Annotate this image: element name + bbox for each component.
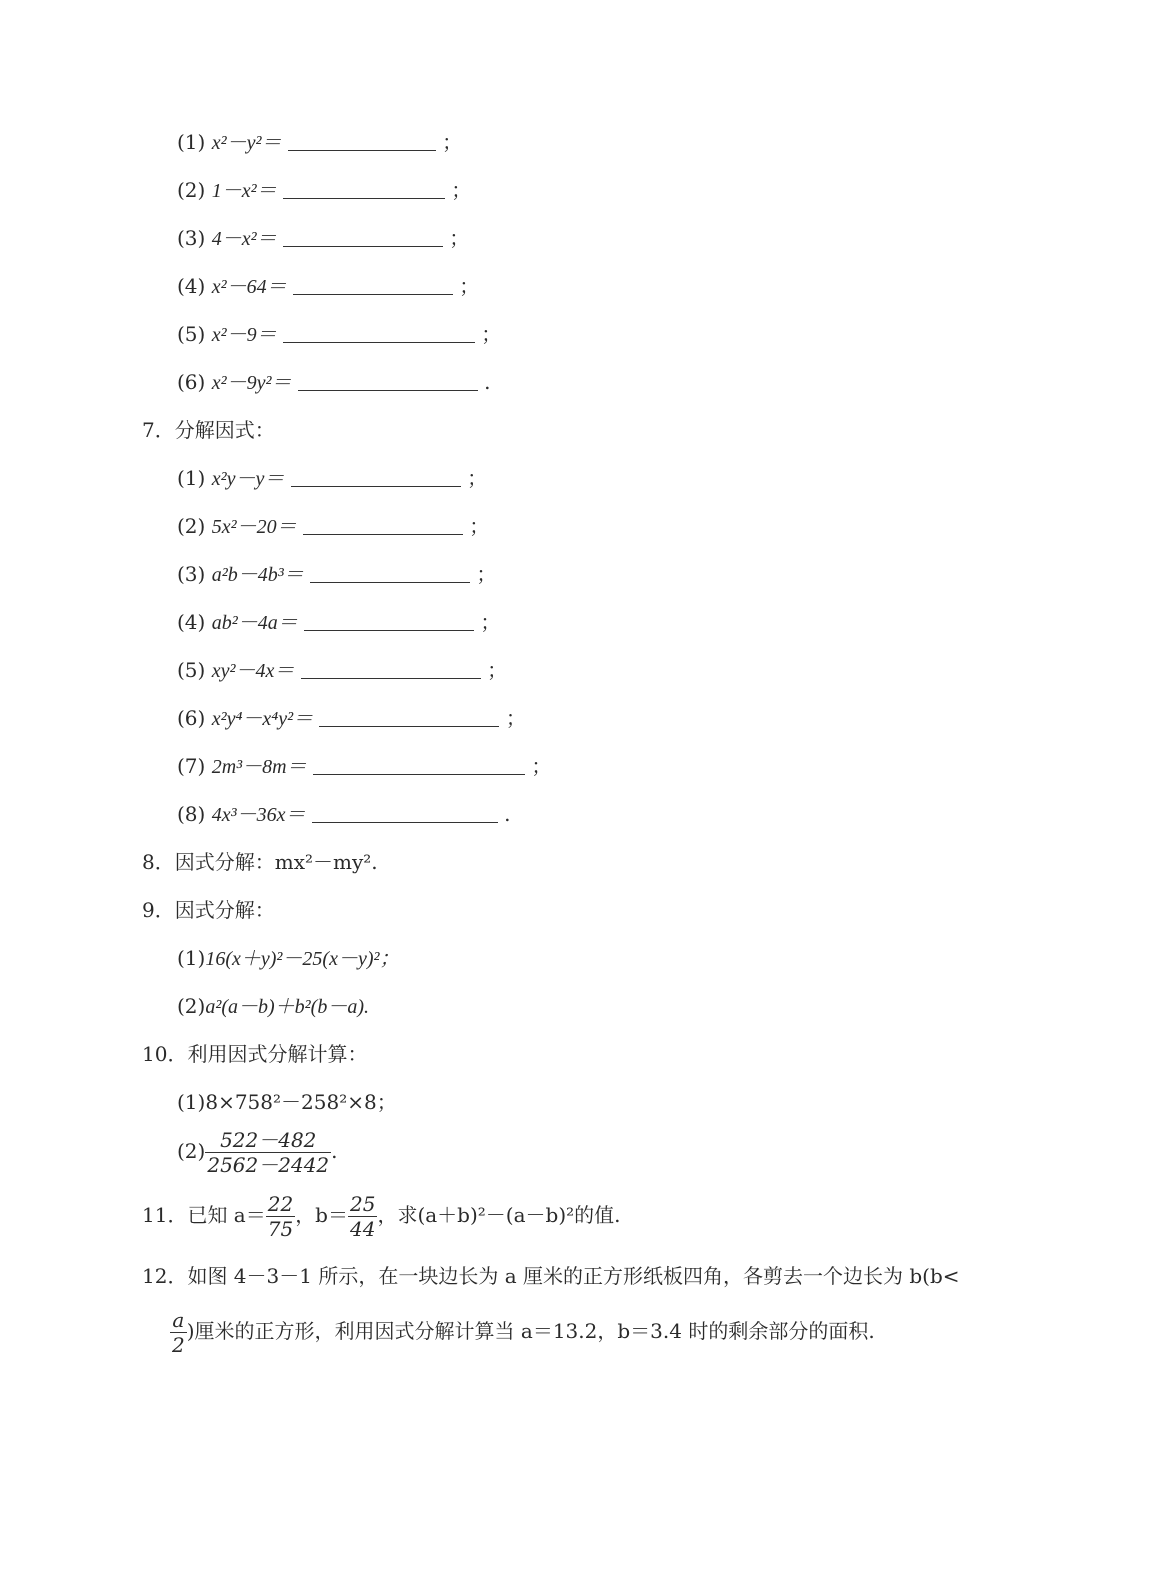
fraction-numerator: a	[170, 1308, 187, 1333]
answer-blank[interactable]	[301, 660, 481, 679]
q6-item-1	[177, 128, 462, 157]
answer-blank[interactable]	[283, 228, 443, 247]
q7-item-6	[177, 704, 526, 733]
q9-title: 9．因式分解：	[142, 898, 275, 922]
fraction-denominator: 75	[267, 1217, 294, 1241]
q7-item-2	[177, 512, 489, 541]
q11-prefix: 11．已知 a＝	[142, 1203, 266, 1227]
q7-item-3	[177, 560, 496, 589]
q6-item-5	[177, 320, 501, 349]
fraction-a-over-2	[170, 1308, 187, 1357]
item-label: (1)	[177, 1090, 206, 1114]
item-end: .	[331, 1139, 338, 1163]
q7-item-1	[177, 464, 487, 493]
q10-item-1	[177, 1088, 397, 1116]
q12-line-2	[170, 1308, 875, 1357]
item-expression: ab²－4a＝	[211, 612, 298, 634]
item-label: (3)	[177, 226, 206, 250]
q10-title: 10．利用因式分解计算：	[142, 1042, 368, 1066]
q11-mid: ，b＝	[295, 1203, 348, 1227]
item-label: (4)	[177, 274, 206, 298]
fraction-denominator: 2562－2442	[207, 1153, 330, 1177]
item-end: ；	[531, 754, 552, 778]
item-end: .	[484, 370, 491, 394]
fraction	[205, 1128, 331, 1177]
item-label: (3)	[177, 562, 206, 586]
item-label: (8)	[177, 802, 206, 826]
item-expression: x²－y²＝	[211, 132, 282, 154]
item-end: ；	[487, 658, 508, 682]
item-expression: 2m³－8m＝	[211, 756, 307, 778]
fraction-a	[266, 1192, 295, 1241]
item-end: ；	[451, 178, 472, 202]
fraction-denominator: 2	[172, 1333, 185, 1357]
answer-blank[interactable]	[291, 468, 461, 487]
item-label: (5)	[177, 322, 206, 346]
q11-suffix: ，求(a＋b)²－(a－b)²的值.	[377, 1203, 621, 1227]
item-label: (2)	[177, 514, 206, 538]
item-expression: x²－9＝	[211, 324, 277, 346]
answer-blank[interactable]	[293, 276, 453, 295]
item-expression: 8×758²－258²×8；	[205, 1090, 397, 1114]
item-expression: x²－9y²＝	[211, 372, 292, 394]
fraction-numerator: 25	[350, 1192, 376, 1216]
item-expression: x²－64＝	[211, 276, 287, 298]
q7-item-4	[177, 608, 500, 637]
item-end: ；	[459, 274, 480, 298]
item-label: (1)	[177, 130, 206, 154]
q7-title: 7．分解因式：	[142, 418, 275, 442]
item-expression: 4－x²＝	[211, 228, 277, 250]
item-label: (6)	[177, 706, 206, 730]
answer-blank[interactable]	[298, 372, 478, 391]
item-expression: a²b－4b³＝	[211, 564, 304, 586]
fraction-numerator: 22	[267, 1192, 294, 1216]
q12-line-1: 12．如图 4－3－1 所示，在一块边长为 a 厘米的正方形纸板四角，各剪去一个边长为 b(b<	[142, 1264, 960, 1288]
answer-blank[interactable]	[312, 804, 498, 823]
item-label: (2)	[177, 1139, 206, 1163]
item-expression: 1－x²＝	[211, 180, 277, 202]
item-label: (4)	[177, 610, 206, 634]
item-expression: a²(a－b)＋b²(b－a).	[205, 996, 369, 1018]
q6-item-2	[177, 176, 471, 205]
item-expression: x²y⁴－x⁴y²＝	[211, 708, 314, 730]
item-label: (1)	[177, 466, 206, 490]
item-end: .	[504, 802, 511, 826]
q8-title: 8．因式分解：mx²－my².	[142, 850, 378, 874]
item-expression: xy²－4x＝	[211, 660, 295, 682]
item-end: ；	[449, 226, 470, 250]
answer-blank[interactable]	[288, 132, 436, 151]
item-end: ；	[467, 466, 488, 490]
item-expression: 5x²－20＝	[211, 516, 297, 538]
item-label: (2)	[177, 178, 206, 202]
q11	[142, 1192, 621, 1241]
q9-item-1	[177, 944, 399, 973]
answer-blank[interactable]	[319, 708, 499, 727]
q6-item-4	[177, 272, 479, 301]
item-label: (6)	[177, 370, 206, 394]
q7-item-7	[177, 752, 551, 781]
fraction-denominator: 44	[350, 1217, 376, 1241]
answer-blank[interactable]	[283, 324, 475, 343]
item-end: ；	[469, 514, 490, 538]
item-end: ；	[480, 610, 501, 634]
q6-item-6	[177, 368, 491, 397]
item-expression: 16(x＋y)²－25(x－y)²；	[205, 948, 400, 970]
answer-blank[interactable]	[313, 756, 525, 775]
answer-blank[interactable]	[304, 612, 474, 631]
item-expression: x²y－y＝	[211, 468, 285, 490]
answer-blank[interactable]	[283, 180, 445, 199]
fraction-b	[348, 1192, 377, 1241]
item-label: (7)	[177, 754, 206, 778]
item-end: ；	[442, 130, 463, 154]
item-expression: 4x³－36x＝	[211, 804, 306, 826]
item-label: (5)	[177, 658, 206, 682]
item-label: (2)	[177, 994, 206, 1018]
q7-item-8	[177, 800, 511, 829]
q7-item-5	[177, 656, 507, 685]
answer-blank[interactable]	[310, 564, 470, 583]
item-end: ；	[481, 322, 502, 346]
q9-item-2	[177, 992, 369, 1021]
q6-item-3	[177, 224, 469, 253]
fraction-numerator: 522－482	[205, 1128, 331, 1153]
item-label: (1)	[177, 946, 206, 970]
item-end: ；	[505, 706, 526, 730]
q10-item-2	[177, 1128, 338, 1177]
item-end: ；	[476, 562, 497, 586]
answer-blank[interactable]	[303, 516, 463, 535]
q12-line-2-text: )厘米的正方形，利用因式分解计算当 a＝13.2，b＝3.4 时的剩余部分的面积.	[186, 1319, 875, 1343]
